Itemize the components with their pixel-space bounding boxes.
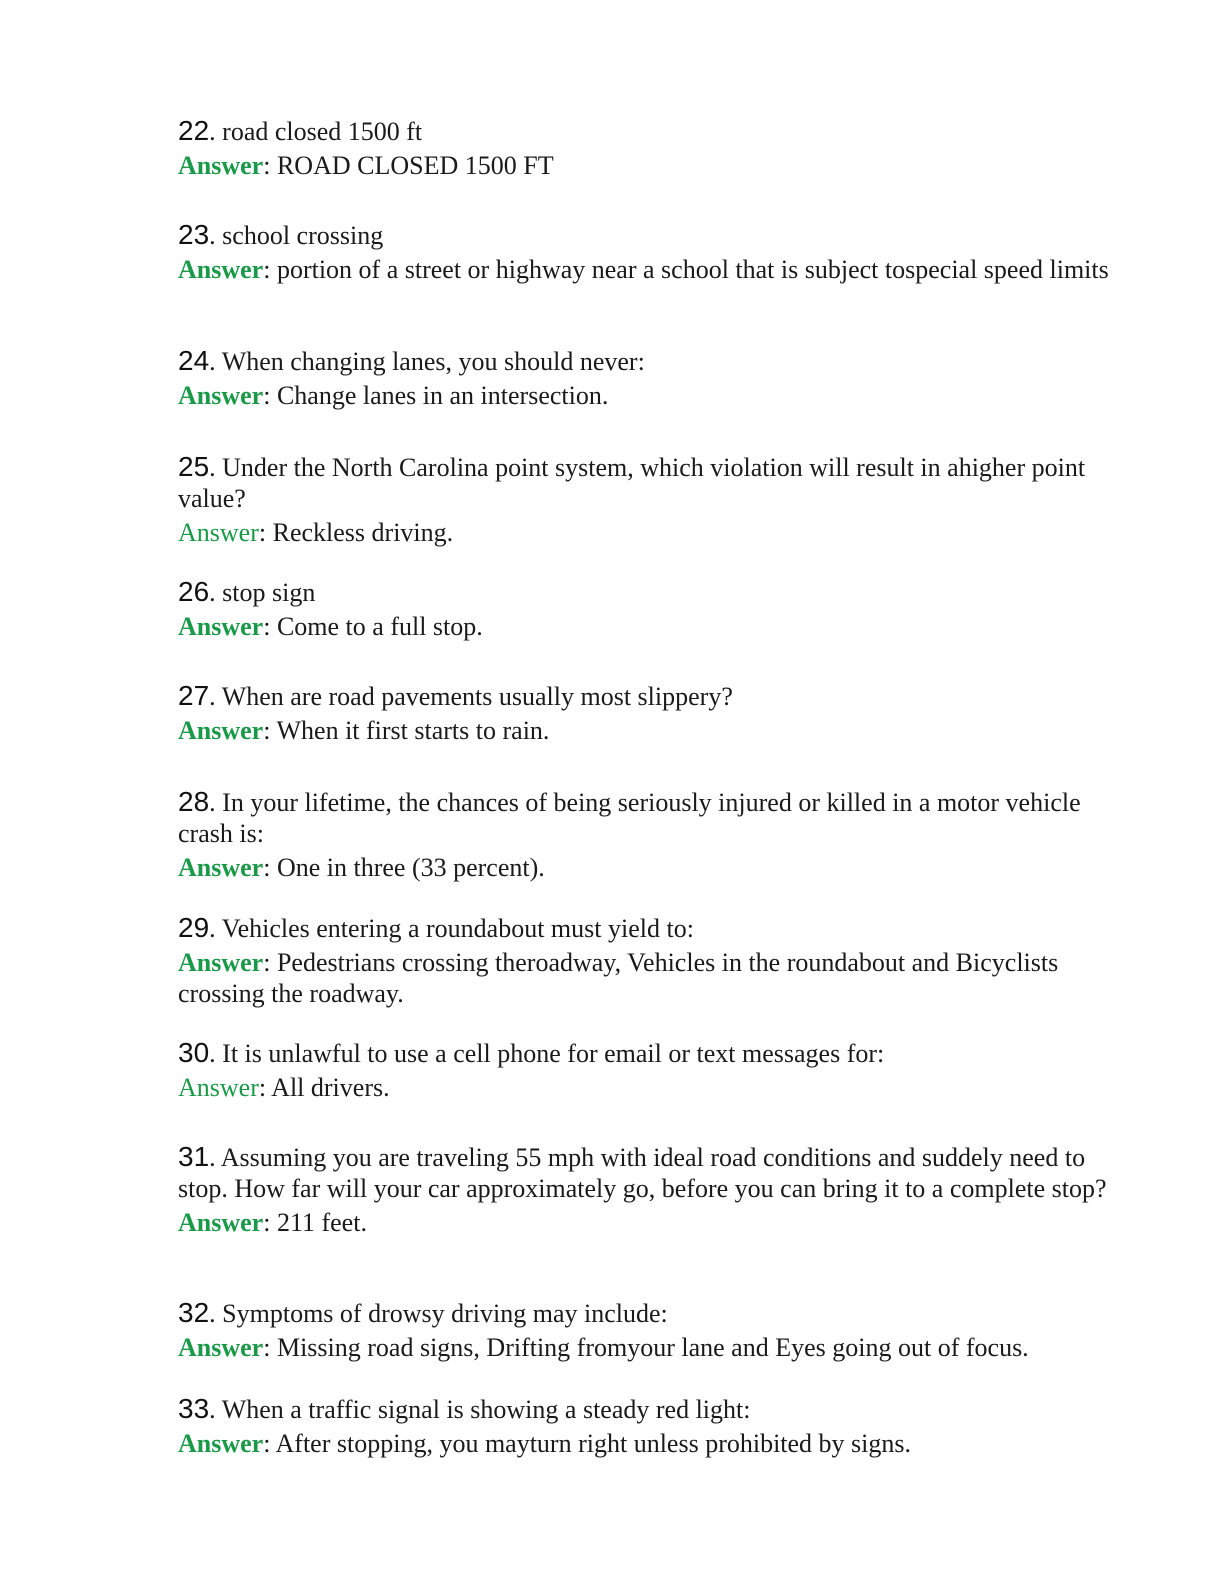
- answer-text: ROAD CLOSED 1500 FT: [276, 151, 554, 180]
- answer-text: One in three (33 percent).: [276, 853, 545, 882]
- question-line: 32. Symptoms of drowsy driving may include:: [178, 1297, 668, 1328]
- question-text: school crossing: [222, 221, 384, 250]
- question-text: stop sign: [222, 578, 316, 607]
- question-line: 33. When a traffic signal is showing a steady red light:: [178, 1393, 751, 1424]
- question-text: road closed 1500 ft: [222, 117, 423, 146]
- answer-line: Answer: 211 feet.: [178, 1208, 367, 1237]
- question-text: When are road pavements usually most slippery?: [221, 682, 733, 711]
- qa-item-23: [178, 219, 1128, 285]
- question-text: Vehicles entering a roundabout must yield to:: [221, 914, 694, 943]
- question-text: It is unlawful to use a cell phone for email or text messages for:: [222, 1039, 885, 1068]
- question-line: 24. When changing lanes, you should never:: [178, 345, 645, 376]
- qa-item-31: [178, 1141, 1128, 1238]
- answer-line: Answer: Come to a full stop.: [178, 612, 483, 641]
- question-line: 27. When are road pavements usually most slippery?: [178, 680, 733, 711]
- answer-line: Answer: portion of a street or highway near a school that is subject tospecial speed limits: [178, 255, 1109, 284]
- answer-text: Missing road signs, Drifting fromyour lane and Eyes going out of focus.: [276, 1333, 1029, 1362]
- answer-line: Answer: Change lanes in an intersection.: [178, 381, 609, 410]
- question-number: 23: [178, 219, 210, 250]
- answer-text: All drivers.: [271, 1073, 390, 1102]
- answer-text: portion of a street or highway near a school that is subject tospecial speed limits: [276, 255, 1109, 284]
- question-text: Symptoms of drowsy driving may include:: [222, 1299, 668, 1328]
- question-number: 26: [178, 576, 210, 607]
- answer-label: Answer: [178, 612, 264, 641]
- question-number: 33: [178, 1393, 210, 1424]
- answer-line: Answer: One in three (33 percent).: [178, 853, 545, 882]
- answer-line: Answer: All drivers.: [178, 1073, 390, 1102]
- question-number: 29: [178, 912, 210, 943]
- question-number: 27: [178, 680, 210, 711]
- qa-item-30: [178, 1037, 1128, 1103]
- answer-text: Pedestrians crossing theroadway, Vehicles in the roundabout and Bicyclists crossing the roadway.: [178, 948, 1059, 1008]
- answer-label: Answer: [178, 1073, 259, 1102]
- question-text: Under the North Carolina point system, which violation will result in ahigher point value?: [178, 453, 1086, 513]
- question-number: 30: [178, 1037, 210, 1068]
- answer-text: Come to a full stop.: [276, 612, 483, 641]
- answer-label: Answer: [178, 151, 264, 180]
- question-line: 28. In your lifetime, the chances of being seriously injured or killed in a motor vehicle crash is:: [178, 786, 1081, 848]
- question-line: 25. Under the North Carolina point system, which violation will result in ahigher point value?: [178, 451, 1086, 513]
- qa-item-27: [178, 680, 1128, 746]
- answer-line: Answer: When it first starts to rain.: [178, 716, 550, 745]
- qa-item-24: [178, 345, 1128, 411]
- answer-label: Answer: [178, 1208, 264, 1237]
- answer-line: Answer: After stopping, you mayturn right unless prohibited by signs.: [178, 1429, 912, 1458]
- answer-label: Answer: [178, 948, 264, 977]
- answer-text: When it first starts to rain.: [276, 716, 550, 745]
- answer-label: Answer: [178, 853, 264, 882]
- answer-label: Answer: [178, 1429, 264, 1458]
- question-line: 23. school crossing: [178, 219, 384, 250]
- question-line: 30. It is unlawful to use a cell phone for email or text messages for:: [178, 1037, 885, 1068]
- answer-text: 211 feet.: [276, 1208, 367, 1237]
- qa-item-22: [178, 115, 1128, 181]
- question-number: 25: [178, 451, 210, 482]
- qa-item-28: [178, 786, 1128, 883]
- answer-label: Answer: [178, 381, 264, 410]
- answer-line: Answer: Missing road signs, Drifting fromyour lane and Eyes going out of focus.: [178, 1333, 1029, 1362]
- answer-label: Answer: [178, 255, 264, 284]
- answer-line: Answer: ROAD CLOSED 1500 FT: [178, 151, 554, 180]
- qa-item-29: [178, 912, 1128, 1009]
- answer-line: Answer: Pedestrians crossing theroadway, Vehicles in the roundabout and Bicyclists crossing the roadway.: [178, 948, 1059, 1008]
- question-line: 31. Assuming you are traveling 55 mph with ideal road conditions and suddely need to stop. How far will your car approximately go, before you can bring it to a complete stop?: [178, 1141, 1107, 1203]
- answer-label: Answer: [178, 1333, 264, 1362]
- question-line: 26. stop sign: [178, 576, 316, 607]
- qa-item-26: [178, 576, 1128, 642]
- question-number: 24: [178, 345, 210, 376]
- qa-item-25: [178, 451, 1128, 548]
- question-number: 31: [178, 1141, 210, 1172]
- qa-item-32: [178, 1297, 1128, 1363]
- answer-label: Answer: [178, 518, 259, 547]
- question-number: 22: [178, 115, 210, 146]
- question-number: 32: [178, 1297, 210, 1328]
- answer-label: Answer: [178, 716, 264, 745]
- qa-item-33: [178, 1393, 1128, 1459]
- question-text: In your lifetime, the chances of being seriously injured or killed in a motor vehicle crash is:: [178, 788, 1081, 848]
- answer-text: Reckless driving.: [272, 518, 454, 547]
- question-line: 22. road closed 1500 ft: [178, 115, 423, 146]
- question-text: Assuming you are traveling 55 mph with ideal road conditions and suddely need to stop. How far will your car approximately go, before you can bring it to a complete stop?: [178, 1143, 1107, 1203]
- question-text: When a traffic signal is showing a steady red light:: [221, 1395, 751, 1424]
- answer-text: Change lanes in an intersection.: [276, 381, 609, 410]
- question-line: 29. Vehicles entering a roundabout must yield to:: [178, 912, 694, 943]
- answer-line: Answer: Reckless driving.: [178, 518, 454, 547]
- question-text: When changing lanes, you should never:: [221, 347, 645, 376]
- question-number: 28: [178, 786, 210, 817]
- answer-text: After stopping, you mayturn right unless prohibited by signs.: [275, 1429, 912, 1458]
